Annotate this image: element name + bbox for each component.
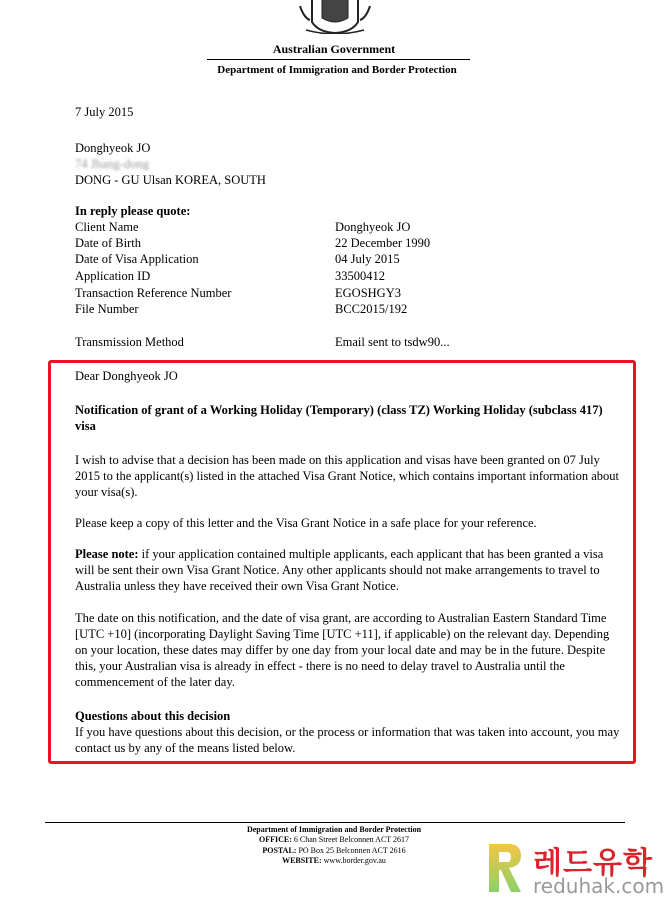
reply-value-file-number: BCC2015/192 — [335, 302, 408, 316]
header-government: Australian Government — [272, 42, 396, 56]
header-divider — [207, 59, 470, 60]
reply-label-file-number: File Number — [75, 302, 139, 316]
watermark-logo-icon — [485, 840, 525, 896]
watermark-url: reduhak.com — [533, 874, 665, 898]
reply-value-transmission: Email sent to tsdw90... — [335, 335, 450, 349]
address-name: Donghyeok JO — [75, 141, 151, 155]
subject: Notification of grant of a Working Holiday (Temporary) (class TZ) Working Holiday (subclass 417) visa — [75, 403, 603, 433]
footer-website-label: WEBSITE: — [282, 856, 322, 865]
header-department: Department of Immigration and Border Protection — [217, 64, 457, 76]
address-line1-text: 74 Jhang-dong — [75, 157, 149, 171]
note-label: Please note: — [75, 547, 139, 561]
footer-office-value: 6 Chan Street Belconnen ACT 2617 — [293, 835, 410, 844]
reply-value-dob: 22 December 1990 — [335, 236, 431, 250]
salutation: Dear Donghyeok JO — [75, 369, 178, 383]
watermark-korean: 레드유학 — [533, 846, 653, 881]
reply-label-application-date: Date of Visa Application — [75, 252, 199, 266]
footer-divider — [45, 822, 625, 823]
footer-postal-value: PO Box 25 Belconnen ACT 2616 — [298, 846, 406, 855]
questions-text: If you have questions about this decision, or the process or information that was taken into account, you may contact us by any of the means listed below. — [75, 725, 620, 755]
letter-date: 7 July 2015 — [75, 105, 134, 119]
paragraph-decision: I wish to advise that a decision has been made on this application and visas have been granted on 07 July 2015 to the applicant(s) listed in the attached Visa Grant Notice, which contains important information about your visa(s). — [75, 453, 620, 499]
reply-value-transaction-ref: EGOSHGY3 — [335, 286, 401, 300]
reply-value-application-date: 04 July 2015 — [335, 252, 400, 266]
reply-value-client-name: Donghyeok JO — [335, 220, 411, 234]
reply-label-transmission: Transmission Method — [75, 335, 184, 349]
address-line2: DONG - GU Ulsan KOREA, SOUTH — [75, 173, 266, 187]
reply-value-application-id: 33500412 — [335, 269, 385, 283]
address-line1 — [75, 156, 149, 172]
note-text: if your application contained multiple applicants, each applicant that has been granted a visa will be sent their own Visa Grant Notice. Any other applicants should not make arrangements to travel to Australia unless they have received their own Visa Grant Notice. — [75, 547, 604, 593]
reply-heading: In reply please quote: — [75, 204, 191, 218]
paragraph-keep-copy: Please keep a copy of this letter and the Visa Grant Notice in a safe place for your reference. — [75, 516, 537, 530]
questions-heading: Questions about this decision — [75, 709, 231, 723]
reply-label-dob: Date of Birth — [75, 236, 141, 250]
paragraph-note — [75, 546, 623, 594]
footer-website-value: www.border.gov.au — [323, 856, 386, 865]
paragraph-timezone: The date on this notification, and the date of visa grant, are according to Australian Eastern Standard Time [UTC +10] (incorporating Daylight Saving Time [UTC +11], if applicable) on the relevant day. Depending on your location, these dates may differ by one day from your local date and may be in the future. Despite this, your Australian visa is already in effect - there is no need to delay travel to Australia until the commencement of the later day. — [75, 611, 610, 689]
reply-label-transaction-ref: Transaction Reference Number — [75, 286, 232, 300]
footer-postal-label: POSTAL: — [262, 846, 297, 855]
reply-label-application-id: Application ID — [75, 269, 151, 283]
footer-office-label: OFFICE: — [258, 835, 292, 844]
footer-dept: Department of Immigration and Border Protection — [246, 825, 422, 834]
coat-of-arms-icon — [298, 0, 372, 34]
reply-label-client-name: Client Name — [75, 220, 139, 234]
